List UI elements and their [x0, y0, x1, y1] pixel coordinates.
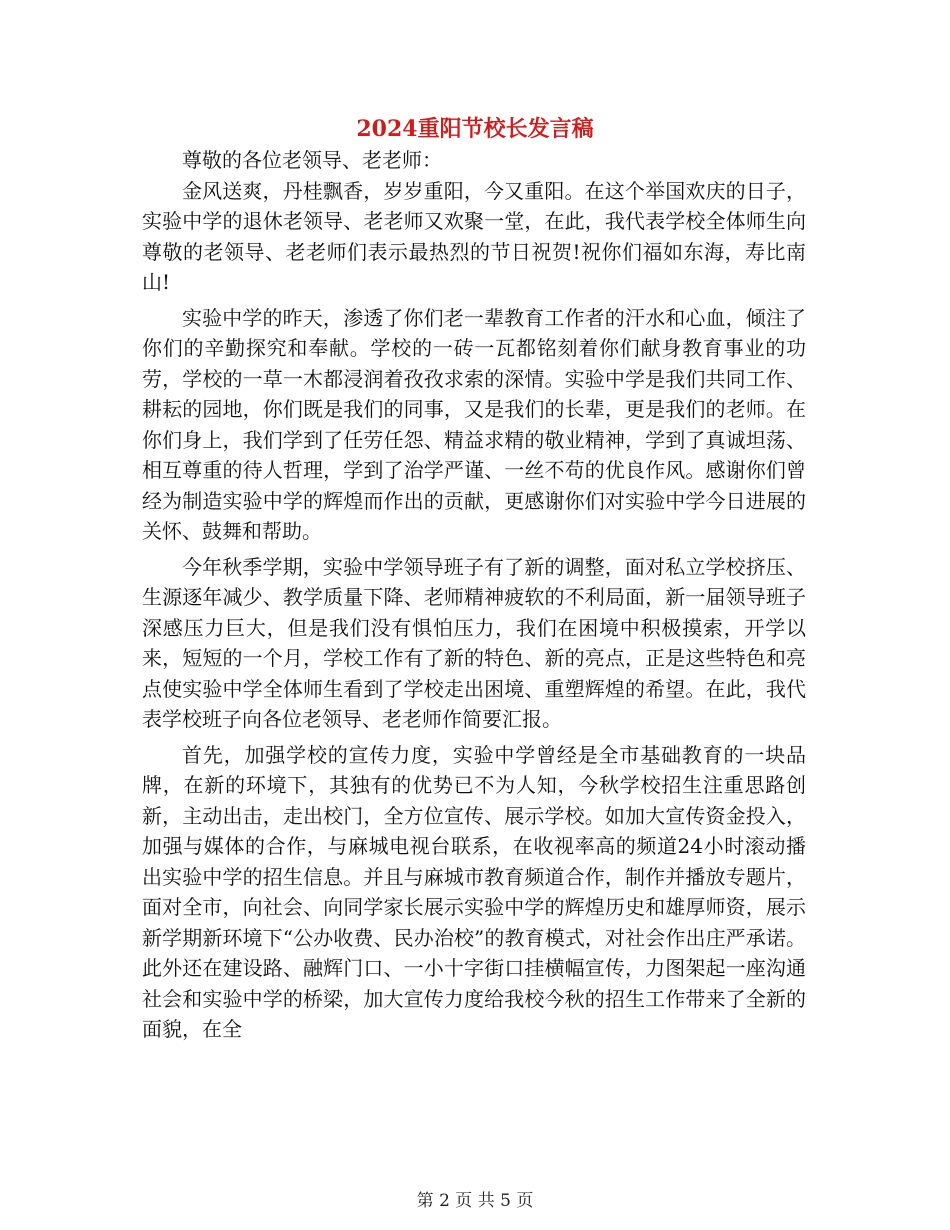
page-number-footer: 第 2 页 共 5 页 — [416, 1191, 534, 1211]
document-body — [142, 145, 806, 1050]
body-paragraph: 金风送爽，丹桂飘香，岁岁重阳，今又重阳。在这个举国欢庆的日子，实验中学的退休老领导、老老师又欢聚一堂，在此，我代表学校全体师生向尊敬的老领导、老老师们表示最热烈的节日祝贺!祝你们福如东海，寿比南山! — [142, 178, 806, 294]
body-paragraph: 今年秋季学期，实验中学领导班子有了新的调整，面对私立学校挤压、生源逐年减少、教学质量下降、老师精神疲软的不利局面，新一届领导班子深感压力巨大，但是我们没有惧怕压力，我们在困境中积极摸索，开学以来，短短的一个月，学校工作有了新的特色、新的亮点，正是这些特色和亮点使实验中学全体师生看到了学校走出困境、重塑辉煌的希望。在此，我代表学校班子向各位老领导、老老师作简要汇报。 — [142, 554, 806, 731]
salutation-paragraph: 尊敬的各位老领导、老老师： — [182, 148, 442, 172]
body-paragraph: 实验中学的昨天，渗透了你们老一辈教育工作者的汗水和心血，倾注了你们的辛勤探究和奉献。学校的一砖一瓦都铭刻着你们献身教育事业的功劳，学校的一草一木都浸润着孜孜求索的深情。实验中学是我们共同工作、耕耘的园地，你们既是我们的同事，又是我们的长辈，更是我们的老师。在你们身上，我们学到了任劳任怨、精益求精的敬业精神，学到了真诚坦荡、相互尊重的待人哲理，学到了治学严谨、一丝不苟的优良作风。感谢你们曾经为制造实验中学的辉煌而作出的贡献，更感谢你们对实验中学今日进展的关怀、鼓舞和帮助。 — [142, 305, 806, 543]
body-paragraph: 首先，加强学校的宣传力度，实验中学曾经是全市基础教育的一块品牌，在新的环境下，其独有的优势已不为人知，今秋学校招生注重思路创新，主动出击，走出校门，全方位宣传、展示学校。如加大宣传资金投入，加强与媒体的合作，与麻城电视台联系，在收视率高的频道24小时滚动播出实验中学的招生信息。并且与麻城市教育频道合作，制作并播放专题片，面对全市，向社会、向同学家长展示实验中学的辉煌历史和雄厚师资，展示新学期新环境下“公办收费、民办治校”的教育模式，对社会作出庄严承诺。此外还在建设路、融辉门口、一小十字街口挂横幅宣传，力图架起一座沟通社会和实验中学的桥梁，加大宣传力度给我校今秋的招生工作带来了全新的面貌，在全 — [142, 742, 806, 1041]
document-title: 2024重阳节校长发言稿 — [356, 116, 594, 142]
